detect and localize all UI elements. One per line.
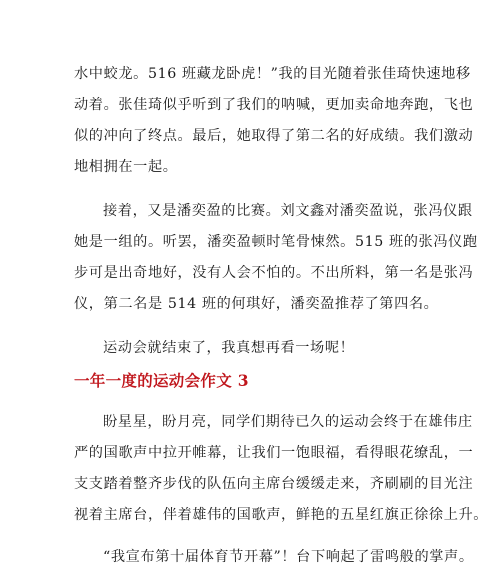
paragraph-2-line-4: 仪，第二名是 514 班的何琪好，潘奕盈推荐了第四名。 xyxy=(74,296,439,312)
paragraph-4-line-2: 严的国歌声中拉开帷幕，让我们一饱眼福，看得眼花缭乱，一 xyxy=(74,445,474,461)
paragraph-4-line-3: 支支踏着整齐步伐的队伍向主席台缓缓走来，齐刷刷的目光注 xyxy=(74,476,474,492)
paragraph-2-line-3: 步可是出奇地好，没有人会不怕的。不出所料，第一名是张冯 xyxy=(74,265,474,281)
paragraph-3-line-1: 运动会就结束了，我真想再看一场呢！ xyxy=(103,340,355,356)
paragraph-1-line-2: 动着。张佳琦似乎听到了我们的呐喊，更加卖命地奔跑，飞也 xyxy=(74,97,474,113)
section-heading: 一年一度的运动会作文 3 xyxy=(74,371,249,390)
paragraph-4-line-1: 盼星星，盼月亮，同学们期待已久的运动会终于在雄伟庄 xyxy=(103,414,473,430)
paragraph-5-line-1: “我宣布第十届体育节开幕”！台下响起了雷鸣般的掌声。 xyxy=(103,549,474,565)
paragraph-2-line-2: 她是一组的。听罢，潘奕盈顿时笔骨悚然。515 班的张冯仪跑 xyxy=(74,234,478,250)
paragraph-1-line-4: 地相拥在一起。 xyxy=(74,159,178,175)
paragraph-2-line-1: 接着，又是潘奕盈的比赛。刘文鑫对潘奕盈说，张冯仪跟 xyxy=(103,203,473,219)
paragraph-1-line-3: 似的冲向了终点。最后，她取得了第二名的好成绩。我们激动 xyxy=(74,128,474,144)
paragraph-4-line-4: 视着主席台，伴着雄伟的国歌声，鲜艳的五星红旗正徐徐上升。 xyxy=(74,507,489,523)
paragraph-1-line-1: 水中蛟龙。516 班藏龙卧虎！”我的目光随着张佳琦快速地移 xyxy=(74,66,471,82)
